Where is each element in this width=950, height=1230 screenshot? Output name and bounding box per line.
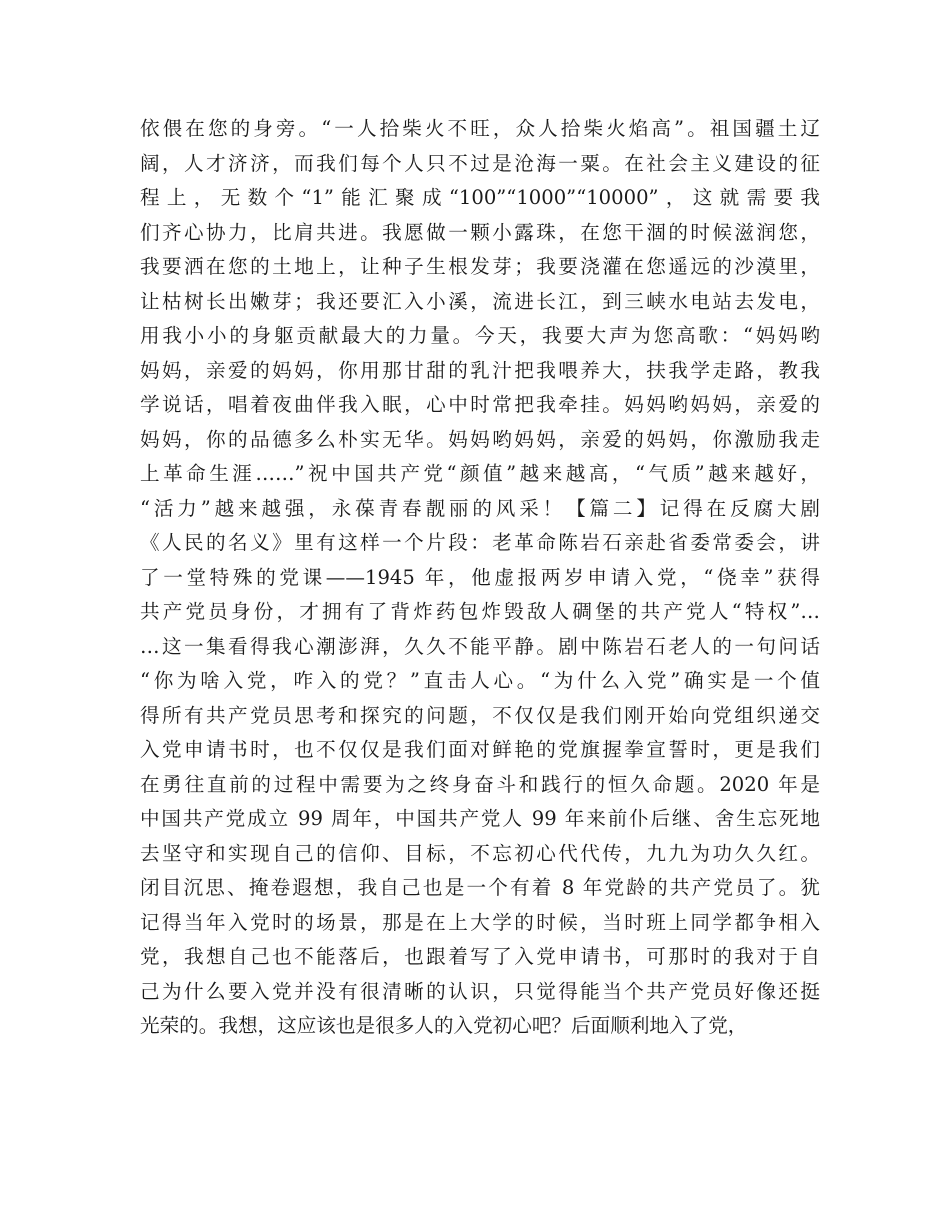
text-line: 共产党员身份，才拥有了背炸药包炸毁敌人碉堡的共产党人“特权”… — [140, 600, 820, 623]
text-line: 妈妈，你的品德多么朴实无华。妈妈哟妈妈，亲爱的妈妈，你激励我走 — [140, 427, 820, 451]
text-line: 入党申请书时，也不仅仅是我们面对鲜艳的党旗握拳宣誓时，更是我们 — [140, 738, 820, 761]
text-line: 去坚守和实现自己的信仰、目标，不忘初心代代传，九九为功久久红。 — [140, 841, 820, 865]
text-line: 《人民的名义》里有这样一个片段：老革命陈岩石亲赴省委常委会，讲 — [140, 531, 820, 554]
text-line: 们齐心协力，比肩共进。我愿做一颗小露珠，在您干涸的时候滋润您， — [140, 220, 820, 244]
text-line: 记得当年入党时的场景，那是在上大学的时候，当时班上同学都争相入 — [140, 910, 820, 934]
text-line: 在勇往直前的过程中需要为之终身奋斗和践行的恒久命题。2020 年是 — [140, 772, 820, 796]
text-line: …这一集看得我心潮澎湃，久久不能平静。剧中陈岩石老人的一句问话 — [140, 634, 820, 658]
text-line: 闭目沉思、掩卷遐想，我自己也是一个有着 8 年党龄的共产党员了。犹 — [140, 876, 820, 899]
text-line: “你为啥入党，咋入的党？”直击人心。“为什么入党”确实是一个值 — [140, 669, 820, 692]
body-text — [140, 112, 820, 1044]
text-line: 让枯树长出嫩芽；我还要汇入小溪，流进长江，到三峡水电站去发电， — [140, 289, 820, 313]
text-line: 依偎在您的身旁。“一人拾柴火不旺，众人拾柴火焰高”。祖国疆土辽 — [140, 117, 820, 140]
text-line: 中国共产党成立 99 周年，中国共产党人 99 年来前仆后继、舍生忘死地 — [140, 807, 820, 830]
text-line: 用我小小的身躯贡献最大的力量。今天，我要大声为您高歌：“妈妈哟 — [140, 324, 820, 347]
text-line: 学说话，唱着夜曲伴我入眠，心中时常把我牵挂。妈妈哟妈妈，亲爱的 — [140, 393, 820, 416]
text-line: 妈妈，亲爱的妈妈，你用那甘甜的乳汁把我喂养大，扶我学走路，教我 — [140, 358, 820, 382]
text-line: “活力”越来越强，永葆青春靓丽的风采！【篇二】记得在反腐大剧 — [140, 496, 820, 520]
text-line: 光荣的。我想，这应该也是很多人的入党初心吧？后面顺利地入了党， — [140, 1014, 748, 1037]
text-line: 程上，无数个“1”能汇聚成“100”“1000”“10000”，这就需要我 — [140, 186, 820, 209]
text-line: 上革命生涯……”祝中国共产党“颜值”越来越高，“气质”越来越好， — [140, 462, 820, 485]
text-line: 阔，人才济济，而我们每个人只不过是沧海一粟。在社会主义建设的征 — [140, 151, 820, 175]
text-line: 我要洒在您的土地上，让种子生根发芽；我要浇灌在您遥远的沙漠里， — [140, 255, 820, 278]
text-line: 己为什么要入党并没有很清晰的认识，只觉得能当个共产党员好像还挺 — [140, 979, 820, 1003]
text-line: 了一堂特殊的党课——1945 年，他虚报两岁申请入党，“侥幸”获得 — [140, 565, 820, 589]
text-line: 得所有共产党员思考和探究的问题，不仅仅是我们刚开始向党组织递交 — [140, 703, 820, 727]
text-line: 党，我想自己也不能落后，也跟着写了入党申请书，可那时的我对于自 — [140, 945, 820, 968]
